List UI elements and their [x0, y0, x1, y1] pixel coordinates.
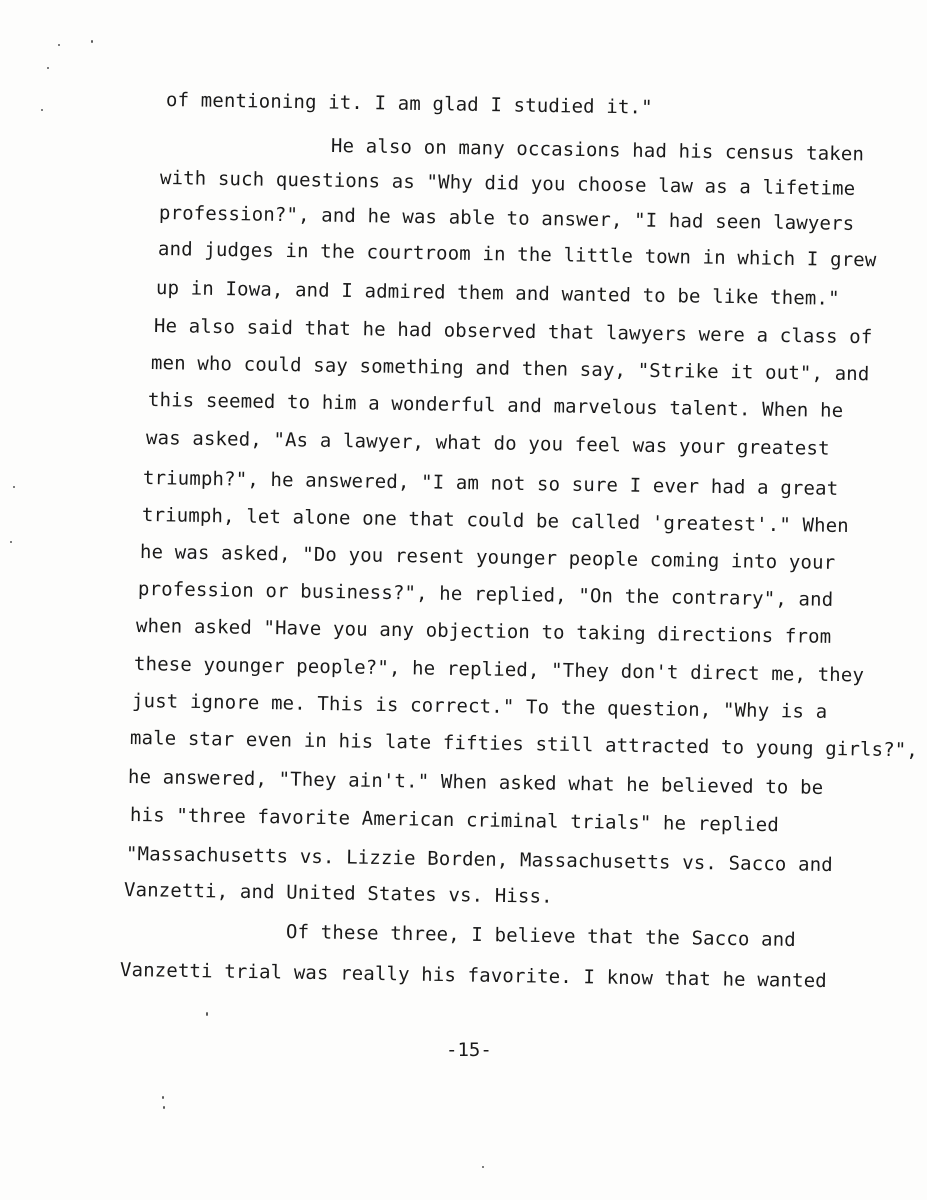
- scan-speck: [163, 1106, 165, 1109]
- text-line: of mentioning it. I am glad I studied it.": [165, 89, 653, 119]
- scan-speck: [13, 486, 15, 488]
- text-line: he was asked, "Do you resent younger people coming into your: [139, 541, 836, 574]
- text-line: these younger people?", he replied, "They don't direct me, they: [133, 653, 865, 687]
- page-number: -15-: [446, 1039, 492, 1061]
- text-line: Of these three, I believe that the Sacco and: [285, 921, 797, 952]
- text-line: He also said that he had observed that lawyers were a class of: [153, 315, 873, 349]
- scan-speck: [91, 40, 93, 43]
- text-line: men who could say something and then say, "Strike it out", and: [150, 352, 870, 386]
- text-line: profession or business?", he replied, "On the contrary", and: [137, 578, 834, 611]
- text-line: "Massachusetts vs. Lizzie Borden, Massachusetts vs. Sacco and: [125, 843, 834, 877]
- text-line: Vanzetti trial was really his favorite. I know that he wanted: [119, 959, 828, 993]
- text-line: male star even in his late fifties still attracted to young girls?",: [129, 727, 919, 762]
- scan-speck: [47, 67, 49, 69]
- text-line: He also on many occasions had his census taken: [330, 135, 865, 166]
- scan-speck: [58, 44, 60, 46]
- scan-speck: [206, 1012, 208, 1016]
- text-line: triumph, let alone one that could be called 'greatest'." When: [141, 504, 850, 538]
- text-line: when asked "Have you any objection to taking directions from: [135, 615, 832, 648]
- text-line: and judges in the courtroom in the little town in which I grew: [157, 238, 877, 272]
- text-line: this seemed to him a wonderful and marvelous talent. When he: [147, 389, 844, 422]
- text-line: Vanzetti, and United States vs. Hiss.: [123, 879, 553, 908]
- text-line: was asked, "As a lawyer, what do you feel was your greatest: [145, 427, 830, 460]
- scan-speck: [162, 1096, 164, 1099]
- text-line: just ignore me. This is correct." To the question, "Why is a: [131, 690, 828, 723]
- text-line: his "three favorite American criminal trials" he replied: [129, 804, 780, 837]
- text-line: triumph?", he answered, "I am not so sure I ever had a great: [142, 467, 839, 500]
- scan-speck: [41, 109, 43, 111]
- text-line: he answered, "They ain't." When asked what he believed to be: [127, 766, 824, 799]
- scan-speck: [10, 541, 12, 543]
- text-line: up in Iowa, and I admired them and wanted to be like them.": [155, 277, 840, 310]
- scan-speck: [482, 1166, 484, 1168]
- text-line: with such questions as "Why did you choose law as a lifetime: [159, 167, 856, 200]
- text-line: profession?", and he was able to answer, "I had seen lawyers: [158, 202, 855, 235]
